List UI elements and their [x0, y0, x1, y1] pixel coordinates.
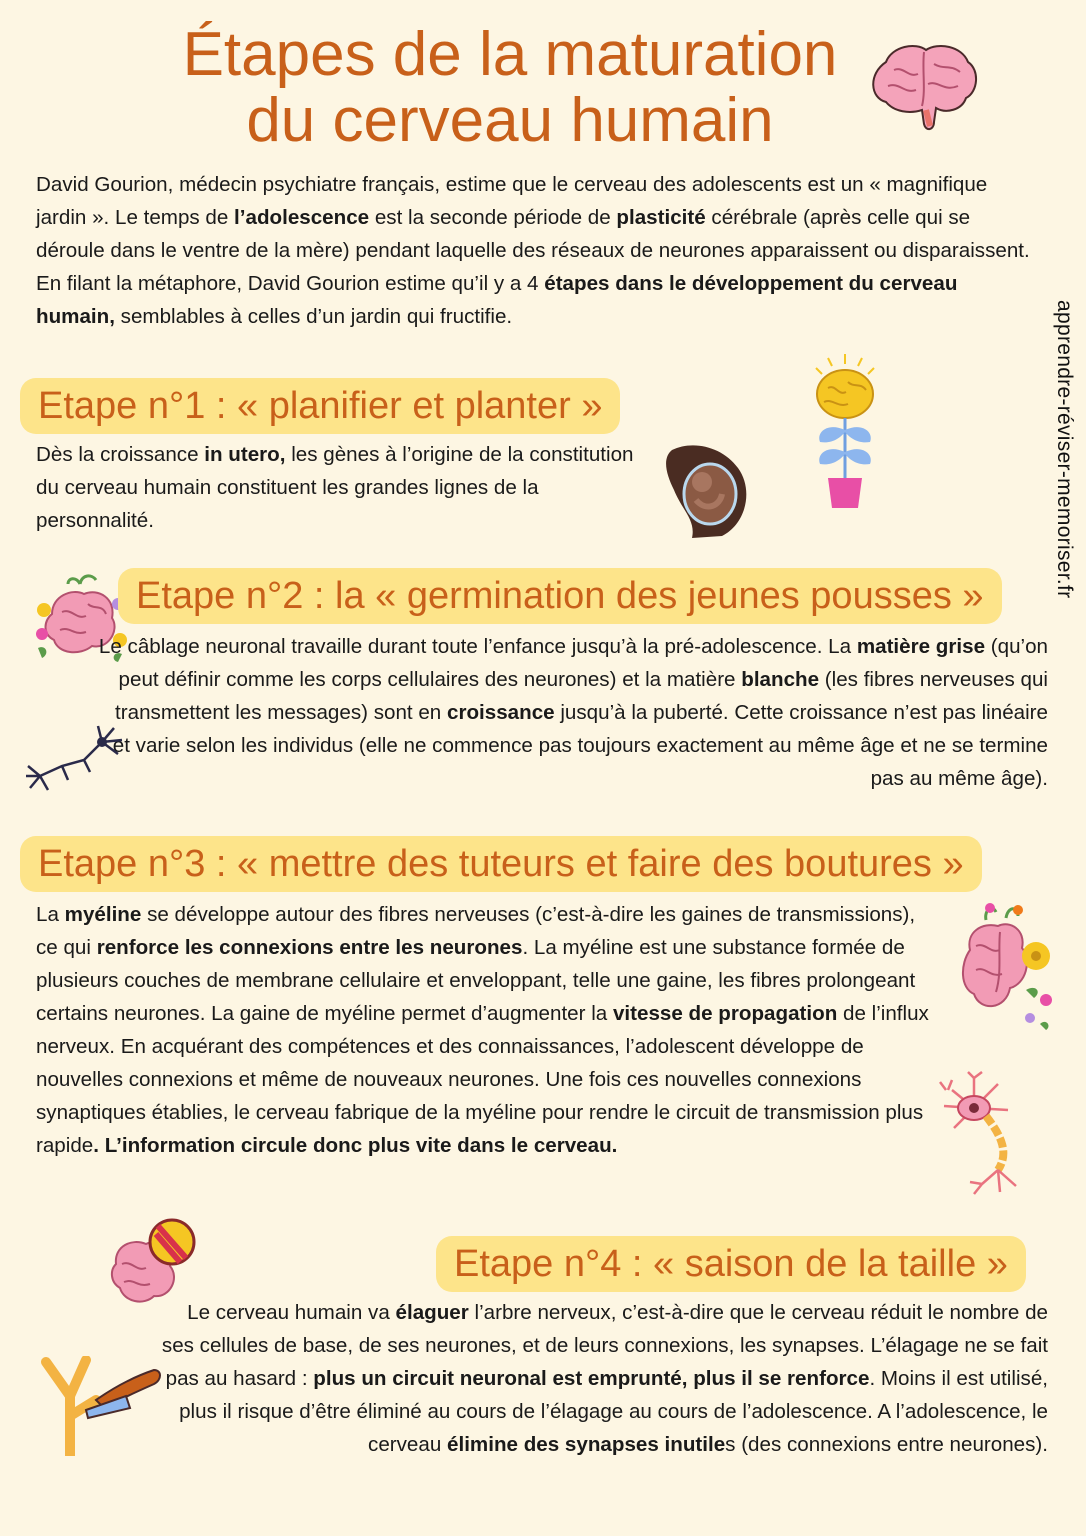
step-2-paragraph — [96, 630, 1048, 795]
step-4-text: s (des connexions entre neurones). — [725, 1433, 1048, 1456]
page-title — [150, 22, 870, 154]
brain-sprout-icon — [956, 900, 1056, 1032]
step-3-text: La — [36, 903, 65, 926]
brain-icon — [864, 40, 980, 134]
pruning-shears-icon — [26, 1356, 166, 1456]
step-2-text: (les fibres nerveuses qui transmettent les messages) sont en — [115, 668, 1048, 724]
step-1-paragraph — [36, 438, 656, 537]
step-4-text: Le cerveau humain va — [187, 1301, 396, 1324]
step-2-text: jusqu’à la puberté. Cette croissance n’est pas linéaire et varie selon les individus (elle ne commence pas toujours exactement au même âge et ne se termine pas au même âge). — [112, 701, 1048, 790]
step-3-bold: vitesse de propagation — [612, 1002, 838, 1025]
step-4-text: l’arbre nerveux, c’est-à-dire que le cerveau réduit le nombre de ses cellules de base, de ses neurones, et de leurs connexions, les synapses. L’élagage ne se fait pas au hasard : — [161, 1301, 1048, 1390]
step-3-bold: myéline — [64, 903, 142, 926]
step-4-bold: élimine des synapses inutile — [447, 1433, 726, 1456]
step-2-bold: croissance — [446, 701, 555, 724]
pregnant-belly-icon — [662, 440, 758, 540]
intro-text: est la seconde période de — [369, 206, 617, 229]
brain-flower-pot-icon — [808, 352, 882, 512]
step-2-bold: matière grise — [856, 635, 986, 658]
step-3-bold: renforce les connexions entre les neurones — [96, 936, 523, 959]
brain-plaster-icon — [108, 1216, 196, 1308]
step-3-text: se développe autour des fibres nerveuses (c’est-à-dire les gaines de transmissions), ce qui — [36, 903, 916, 959]
step-1-bold: in utero, — [204, 443, 286, 466]
step-4-heading: Etape n°4 : « saison de la taille » — [436, 1236, 1026, 1292]
step-3-bold: . L’information circule donc plus vite dans le cerveau. — [93, 1134, 618, 1157]
step-3-paragraph — [36, 898, 936, 1162]
step-4-paragraph — [160, 1296, 1048, 1461]
step-1-text: Dès la croissance — [36, 443, 205, 466]
step-2-text: Le câblage neuronal travaille durant toute l’enfance jusqu’à la pré-adolescence. La — [98, 635, 857, 658]
intro-text: David Gourion, médecin psychiatre français, estime que le cerveau des adolescents est un « magnifique jardin ». Le temps de — [36, 173, 988, 229]
step-4-bold: élaguer — [395, 1301, 469, 1324]
myelin-neuron-icon — [934, 1070, 1040, 1202]
step-3-text: de l’influx nerveux. En acquérant des compétences et des connaissances, l’adolescent développe de nouvelles connexions et même de nouveaux neurones. Une fois ces nouvelles connexions synaptiques établies, le cerveau fabrique de la myéline pour rendre le circuit de transmission plus rapide — [36, 1002, 929, 1157]
intro-text: semblables à celles d’un jardin qui fructifie. — [114, 305, 513, 328]
step-3-text: . La myéline est une substance formée de plusieurs couches de membrane cellulaire et enveloppant, telle une gaine, les fibres prolongeant certains neurones. La gaine de myéline permet d’augmenter la — [36, 936, 916, 1025]
step-4-text: . Moins il est utilisé, plus il risque d’être éliminé au cours de l’élagage au cours de l’adolescence. A l’adolescence, le cerveau — [179, 1367, 1048, 1456]
step-1-text: les gènes à l’origine de la constitution du cerveau humain constituent les grandes lignes de la personnalité. — [36, 443, 634, 532]
step-2-bold: blanche — [741, 668, 820, 691]
title-line-1: Étapes de la maturation — [182, 20, 838, 89]
step-2-heading: Etape n°2 : la « germination des jeunes pousses » — [118, 568, 1002, 624]
intro-text: cérébrale (après celle qui se déroule dans le ventre de la mère) pendant laquelle des réseaux de neurones apparaissent ou disparaissent. En filant la métaphore, David Gourion estime qu’il y a 4 — [36, 206, 1030, 295]
step-3-heading: Etape n°3 : « mettre des tuteurs et faire des boutures » — [20, 836, 982, 892]
intro-bold: étapes dans le développement du cerveau humain, — [36, 272, 958, 328]
step-4-bold: plus un circuit neuronal est emprunté, plus il se renforce — [313, 1367, 870, 1390]
title-line-2: du cerveau humain — [246, 86, 774, 155]
neuron-icon — [22, 722, 132, 794]
step-1-heading: Etape n°1 : « planifier et planter » — [20, 378, 620, 434]
step-2-text: (qu’on peut définir comme les corps cellulaires des neurones) et la matière — [118, 635, 1048, 691]
intro-paragraph — [36, 168, 1036, 333]
website-credit: apprendre-réviser-memoriser.fr — [1053, 300, 1076, 599]
intro-bold: l’adolescence — [234, 206, 370, 229]
intro-bold: plasticité — [616, 206, 706, 229]
